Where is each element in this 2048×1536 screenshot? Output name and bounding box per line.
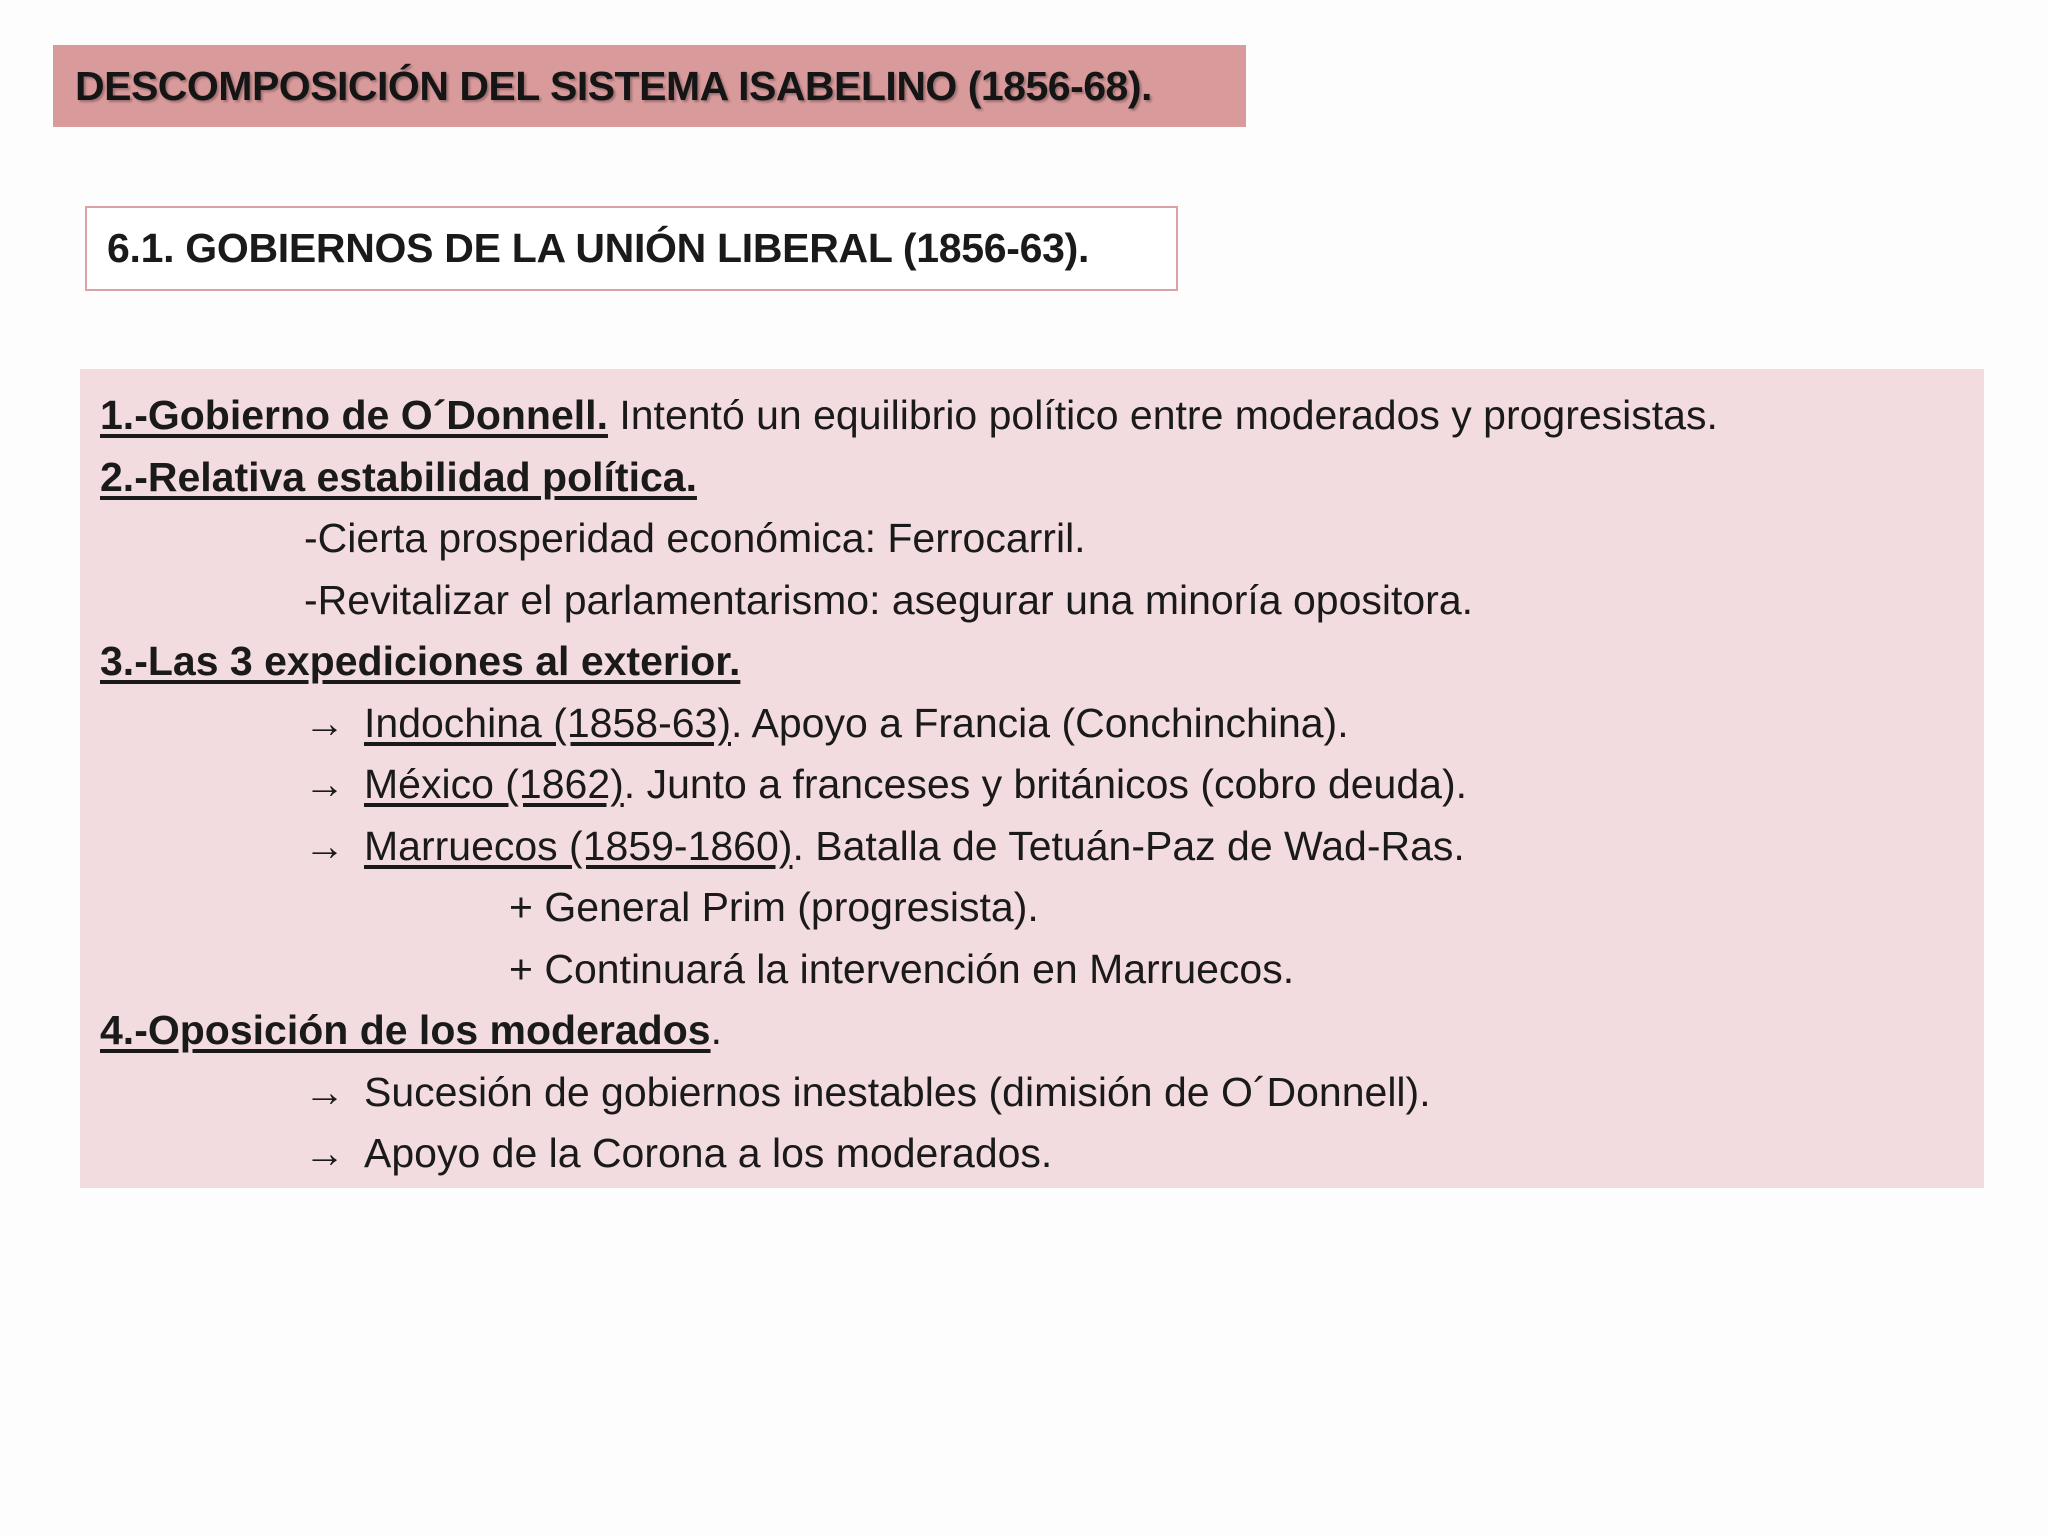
arrow-right-icon: → bbox=[304, 822, 345, 869]
point-2-heading: 2.-Relativa estabilidad política. bbox=[100, 453, 697, 500]
point-4-heading: 4.-Oposición de los moderados bbox=[100, 1007, 711, 1053]
expedition-mexico bbox=[100, 754, 1964, 816]
sub-item: + Continuará la intervención en Marruecos. bbox=[509, 945, 1295, 992]
list-item: -Revitalizar el parlamentarismo: asegurar una minoría opositora. bbox=[304, 576, 1474, 623]
section-subtitle: 6.1. GOBIERNOS DE LA UNIÓN LIBERAL (1856-63). bbox=[107, 225, 1090, 271]
slide-title: DESCOMPOSICIÓN DEL SISTEMA ISABELINO (1856-68). bbox=[75, 62, 1152, 109]
title-bar bbox=[53, 45, 1246, 127]
list-item-text: Apoyo de la Corona a los moderados. bbox=[364, 1130, 1053, 1176]
point-3-heading: 3.-Las 3 expediciones al exterior. bbox=[100, 638, 741, 684]
point-1 bbox=[100, 385, 1964, 447]
expedition-text: . Apoyo a Francia (Conchinchina). bbox=[730, 699, 1349, 746]
arrow-right-icon: → bbox=[304, 1130, 345, 1176]
point-3 bbox=[100, 631, 1964, 693]
expedition-marruecos bbox=[100, 816, 1964, 878]
expedition-indochina bbox=[100, 693, 1964, 755]
expedition-text: . Batalla de Tetuán-Paz de Wad-Ras. bbox=[792, 822, 1465, 869]
point-1-heading: 1.-Gobierno de O´Donnell. bbox=[100, 392, 608, 438]
arrow-right-icon: → bbox=[304, 1068, 345, 1115]
point-1-text: Intentó un equilibrio político entre moderados y progresistas. bbox=[607, 392, 1718, 438]
expedition-name: México (1862) bbox=[364, 761, 624, 807]
expedition-name: Marruecos (1859-1860) bbox=[364, 822, 793, 869]
list-item: -Cierta prosperidad económica: Ferrocarril. bbox=[304, 515, 1086, 561]
content-panel bbox=[80, 369, 1984, 1188]
point-4 bbox=[100, 1000, 1964, 1062]
arrow-right-icon: → bbox=[304, 699, 345, 746]
subtitle-box bbox=[85, 206, 1178, 291]
list-item bbox=[100, 1123, 1964, 1185]
sub-item: + General Prim (progresista). bbox=[509, 884, 1039, 930]
point-2 bbox=[100, 447, 1964, 509]
point-4-tail: . bbox=[710, 1007, 722, 1053]
arrow-right-icon: → bbox=[304, 761, 345, 807]
list-item bbox=[100, 1062, 1964, 1124]
expedition-name: Indochina (1858-63) bbox=[364, 699, 731, 746]
expedition-text: . Junto a franceses y británicos (cobro deuda). bbox=[623, 761, 1468, 807]
list-item-text: Sucesión de gobiernos inestables (dimisión de O´Donnell). bbox=[364, 1068, 1431, 1115]
